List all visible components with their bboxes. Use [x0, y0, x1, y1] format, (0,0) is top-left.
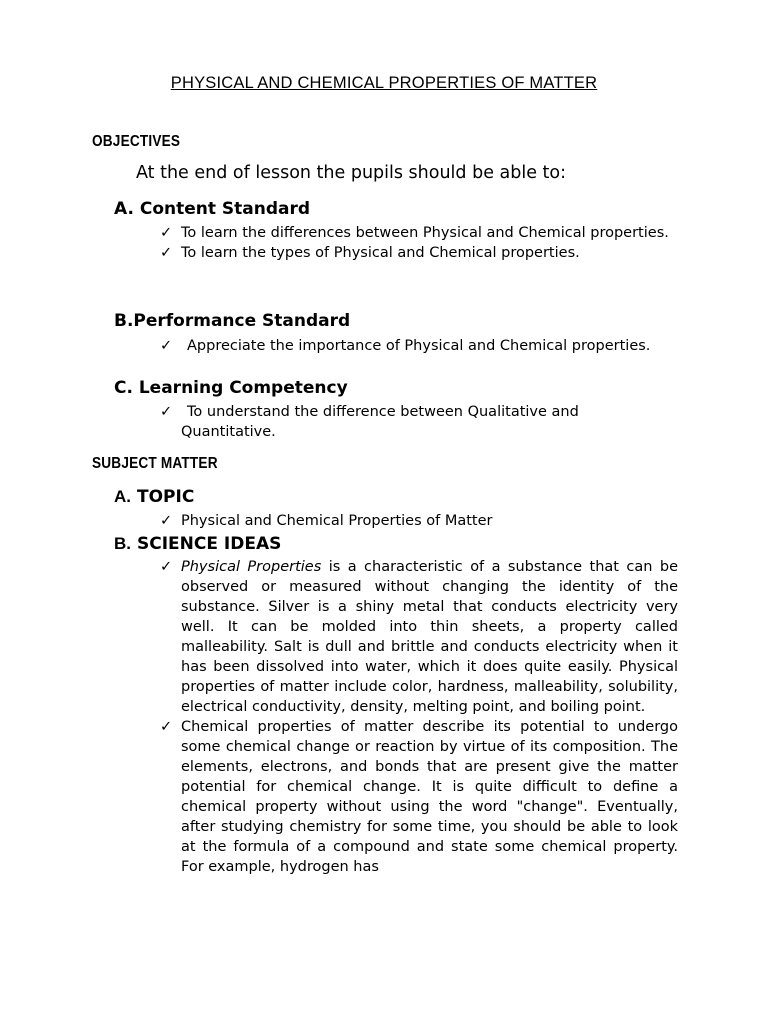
physical-properties-item	[160, 557, 678, 717]
topic-heading-label: TOPIC	[137, 487, 195, 507]
science-ideas-number: B.	[114, 534, 131, 553]
list-item	[160, 402, 640, 442]
list-item	[160, 223, 680, 243]
check-icon: ✓	[160, 404, 173, 420]
chemical-properties-text: Chemical properties of matter describe its potential to undergo some chemical change or reaction by virtue of its composition. The elements, electrons, and bonds that are present give the matter potential for chemical change. It is quite difficult to define a chemical property without using the word "change". Eventually, after studying chemistry for some time, you should be able to look at the formula of a compound and state some chemical property. For example, hydrogen has	[181, 719, 678, 875]
list-item	[160, 511, 680, 531]
topic-number: A.	[114, 487, 131, 506]
content-standard-heading: A. Content Standard	[114, 199, 311, 219]
performance-standard-list	[160, 336, 660, 356]
physical-properties-text: is a characteristic of a substance that can be observed or measured without changing the identity of the substance. Silver is a shiny metal that conducts electricity very well. It can be molded into thin sheets, a property called malleability. Salt is dull and brittle and conducts electricity when it has been dissolved into water, which it does quite easily. Physical properties of matter include color, hardness, malleability, solubility, electrical conductivity, density, melting point, and boiling point.	[181, 559, 678, 715]
science-ideas-list	[160, 557, 678, 877]
check-icon: ✓	[160, 559, 173, 575]
list-item-text: To learn the differences between Physical and Chemical properties.	[181, 225, 669, 241]
chemical-properties-item	[160, 717, 678, 877]
science-ideas-heading	[114, 534, 281, 554]
list-item-text: Appreciate the importance of Physical and Chemical properties.	[187, 338, 651, 354]
learning-competency-list	[160, 402, 640, 442]
check-icon: ✓	[160, 513, 173, 529]
check-icon: ✓	[160, 719, 173, 735]
topic-list	[160, 511, 680, 531]
list-item	[160, 336, 660, 356]
physical-properties-term: Physical Properties	[181, 559, 322, 575]
objectives-lead: At the end of lesson the pupils should be able to:	[136, 163, 567, 183]
subject-matter-heading: SUBJECT MATTER	[92, 455, 218, 472]
objectives-heading: OBJECTIVES	[92, 133, 181, 150]
check-icon: ✓	[160, 225, 173, 241]
check-icon: ✓	[160, 338, 173, 354]
list-item-text: To understand the difference between Qualitative and Quantitative.	[181, 404, 579, 440]
science-ideas-heading-label: SCIENCE IDEAS	[137, 534, 282, 554]
content-standard-list	[160, 223, 680, 263]
list-item-text: Physical and Chemical Properties of Matter	[181, 513, 493, 529]
page-title: PHYSICAL AND CHEMICAL PROPERTIES OF MATTER	[170, 74, 598, 92]
check-icon: ✓	[160, 245, 173, 261]
performance-standard-heading: B.Performance Standard	[114, 311, 351, 331]
learning-competency-heading: C. Learning Competency	[114, 378, 348, 398]
topic-heading	[114, 487, 194, 507]
list-item	[160, 243, 680, 263]
list-item-text: To learn the types of Physical and Chemical properties.	[181, 245, 580, 261]
